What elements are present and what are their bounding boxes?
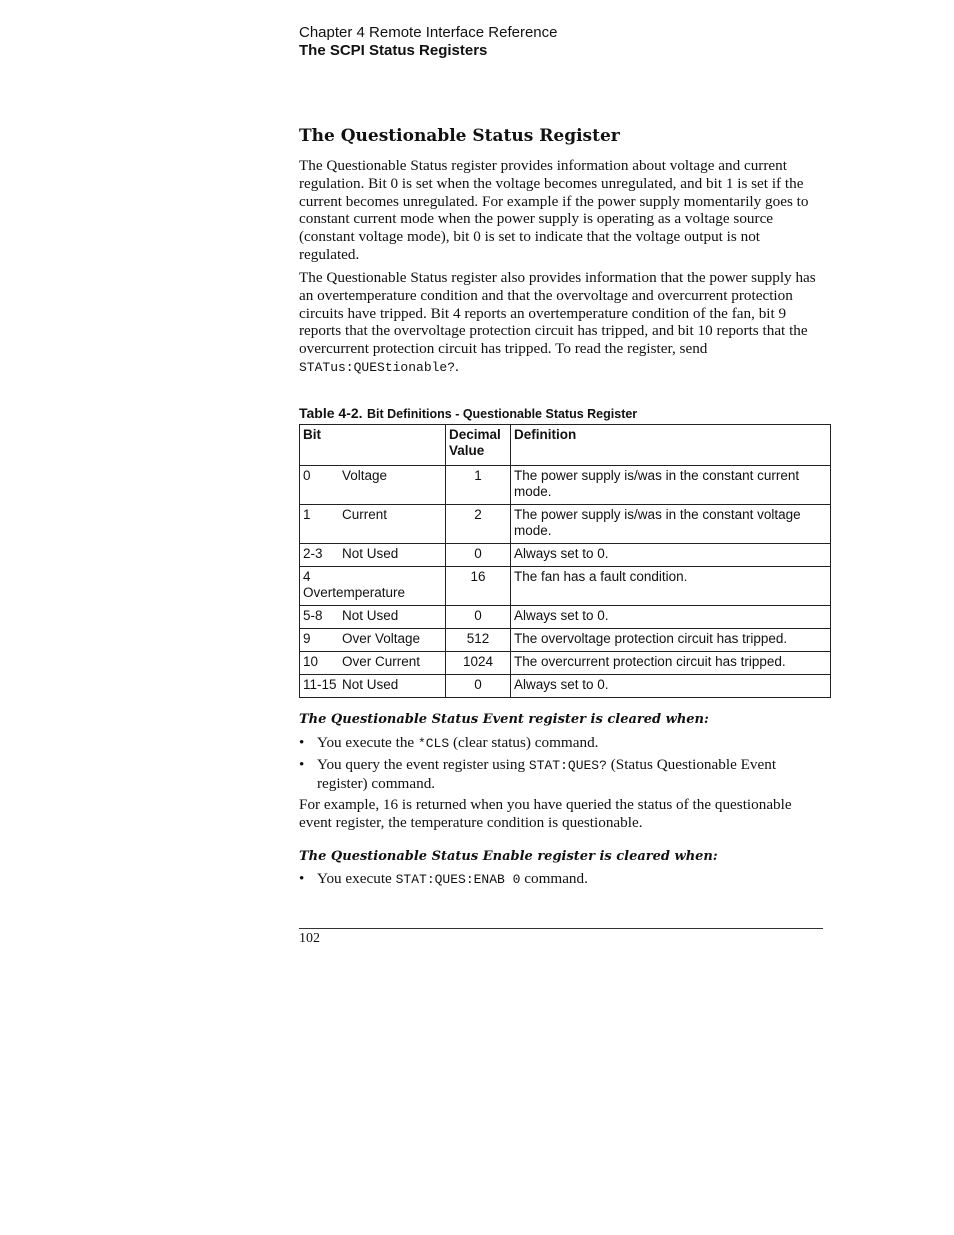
footer-divider xyxy=(299,928,823,929)
bit-cell xyxy=(300,466,446,505)
chapter-title: Chapter 4 Remote Interface Reference xyxy=(299,24,558,41)
bullet-text: You query the event register using xyxy=(317,756,529,773)
cls-command-code: *CLS xyxy=(417,736,450,751)
table-header-row xyxy=(300,425,831,466)
page-heading: The Questionable Status Register xyxy=(299,126,620,146)
definition: Always set to 0. xyxy=(511,675,831,698)
details-paragraph-end: . xyxy=(455,357,459,375)
bit-name: Over Current xyxy=(342,654,421,669)
bit-number: 10 xyxy=(303,654,319,669)
definition: Always set to 0. xyxy=(511,544,831,567)
table-row xyxy=(300,652,831,675)
bit-cell xyxy=(300,606,446,629)
table-row xyxy=(300,675,831,698)
bit-definitions-table xyxy=(299,424,831,698)
enable-command-code: STAT:QUES:ENAB 0 xyxy=(395,872,521,887)
decimal-value: 16 xyxy=(446,567,511,606)
running-header xyxy=(299,24,557,60)
bit-number: 9 xyxy=(303,631,311,646)
page-number: 102 xyxy=(299,931,320,946)
bit-cell xyxy=(300,567,446,606)
table-row xyxy=(300,567,831,606)
read-command-code: STATus:QUEStionable? xyxy=(299,359,456,375)
bit-cell xyxy=(300,505,446,544)
bit-name: Current xyxy=(342,507,388,522)
table-row xyxy=(300,505,831,544)
table-caption xyxy=(299,405,637,423)
intro-paragraph: The Questionable Status register provides information about voltage and current regulation. Bit 0 is set when the voltage becomes unregulated, and bit 1 is set if the current becomes unregulated. For example if the power supply momentarily goes to constant current mode when the power supply is operating as a voltage source (constant voltage mode), bit 0 is set to indicate that the voltage output is not regulated. xyxy=(299,157,809,263)
definition: Always set to 0. xyxy=(511,606,831,629)
bit-cell xyxy=(300,629,446,652)
bullet-item xyxy=(299,756,823,793)
definition: The fan has a fault condition. xyxy=(511,567,831,606)
bit-number: 1 xyxy=(303,507,311,522)
bullet-dot: • xyxy=(299,756,305,773)
table-title: Bit Definitions - Questionable Status Register xyxy=(367,407,638,421)
bit-cell xyxy=(300,544,446,567)
bit-name: Not Used xyxy=(342,608,399,623)
table-row xyxy=(300,544,831,567)
table-row xyxy=(300,466,831,505)
bit-cell xyxy=(300,675,446,698)
definition: The power supply is/was in the constant current mode. xyxy=(511,466,831,505)
decimal-value: 0 xyxy=(446,675,511,698)
decimal-value: 512 xyxy=(446,629,511,652)
decimal-value: 1024 xyxy=(446,652,511,675)
section-title-header: The SCPI Status Registers xyxy=(299,42,488,59)
table-row xyxy=(300,629,831,652)
bit-name: Not Used xyxy=(342,677,399,692)
header-decimal-value: Decimal Value xyxy=(446,425,511,466)
bit-number: 11-15 xyxy=(303,677,337,692)
decimal-value: 0 xyxy=(446,544,511,567)
bullet-item xyxy=(299,734,823,753)
bit-name: Over Voltage xyxy=(342,631,421,646)
bullet-dot: • xyxy=(299,870,305,887)
header-bit: Bit xyxy=(300,425,446,466)
bullet-text: command. xyxy=(520,870,588,887)
bullet-text: You execute xyxy=(317,870,396,887)
definition: The power supply is/was in the constant voltage mode. xyxy=(511,505,831,544)
example-paragraph: For example, 16 is returned when you have queried the status of the questionable event register, the temperature condition is questionable. xyxy=(299,796,792,831)
bit-cell xyxy=(300,652,446,675)
bullet-text: (clear status) command. xyxy=(449,734,599,751)
bit-number: 4 xyxy=(303,569,311,584)
bit-name: Voltage xyxy=(342,468,388,483)
definition: The overcurrent protection circuit has tripped. xyxy=(511,652,831,675)
decimal-value: 2 xyxy=(446,505,511,544)
details-paragraph-text: The Questionable Status register also provides information that the power supply has an overtemperature condition and that the overvoltage and overcurrent protection circuits have tripped. Bit 4 reports an overtemperature condition of the fan, bit 9 reports that the overvoltage protection circuit has tripped, and bit 10 reports that the overcurrent protection circuit has tripped. To read the register, send xyxy=(299,269,816,358)
event-register-subheading: The Questionable Status Event register is cleared when: xyxy=(299,712,709,727)
decimal-value: 1 xyxy=(446,466,511,505)
bullet-item xyxy=(299,870,823,889)
header-definition: Definition xyxy=(511,425,831,466)
query-command-code: STAT:QUES? xyxy=(528,758,607,773)
bit-name: Not Used xyxy=(342,546,399,561)
table-number: Table 4-2. xyxy=(299,405,363,421)
bullet-text: You execute the xyxy=(317,734,418,751)
bit-name: Overtemperature xyxy=(303,585,406,600)
bullet-dot: • xyxy=(299,734,305,751)
bit-number: 5-8 xyxy=(303,608,323,623)
bit-number: 0 xyxy=(303,468,311,483)
decimal-value: 0 xyxy=(446,606,511,629)
bit-number: 2-3 xyxy=(303,546,323,561)
enable-register-subheading: The Questionable Status Enable register is cleared when: xyxy=(299,849,718,864)
table-row xyxy=(300,606,831,629)
bullet-text: (Status Questionable Event register) command. xyxy=(317,756,777,792)
details-paragraph xyxy=(299,269,823,377)
definition: The overvoltage protection circuit has tripped. xyxy=(511,629,831,652)
